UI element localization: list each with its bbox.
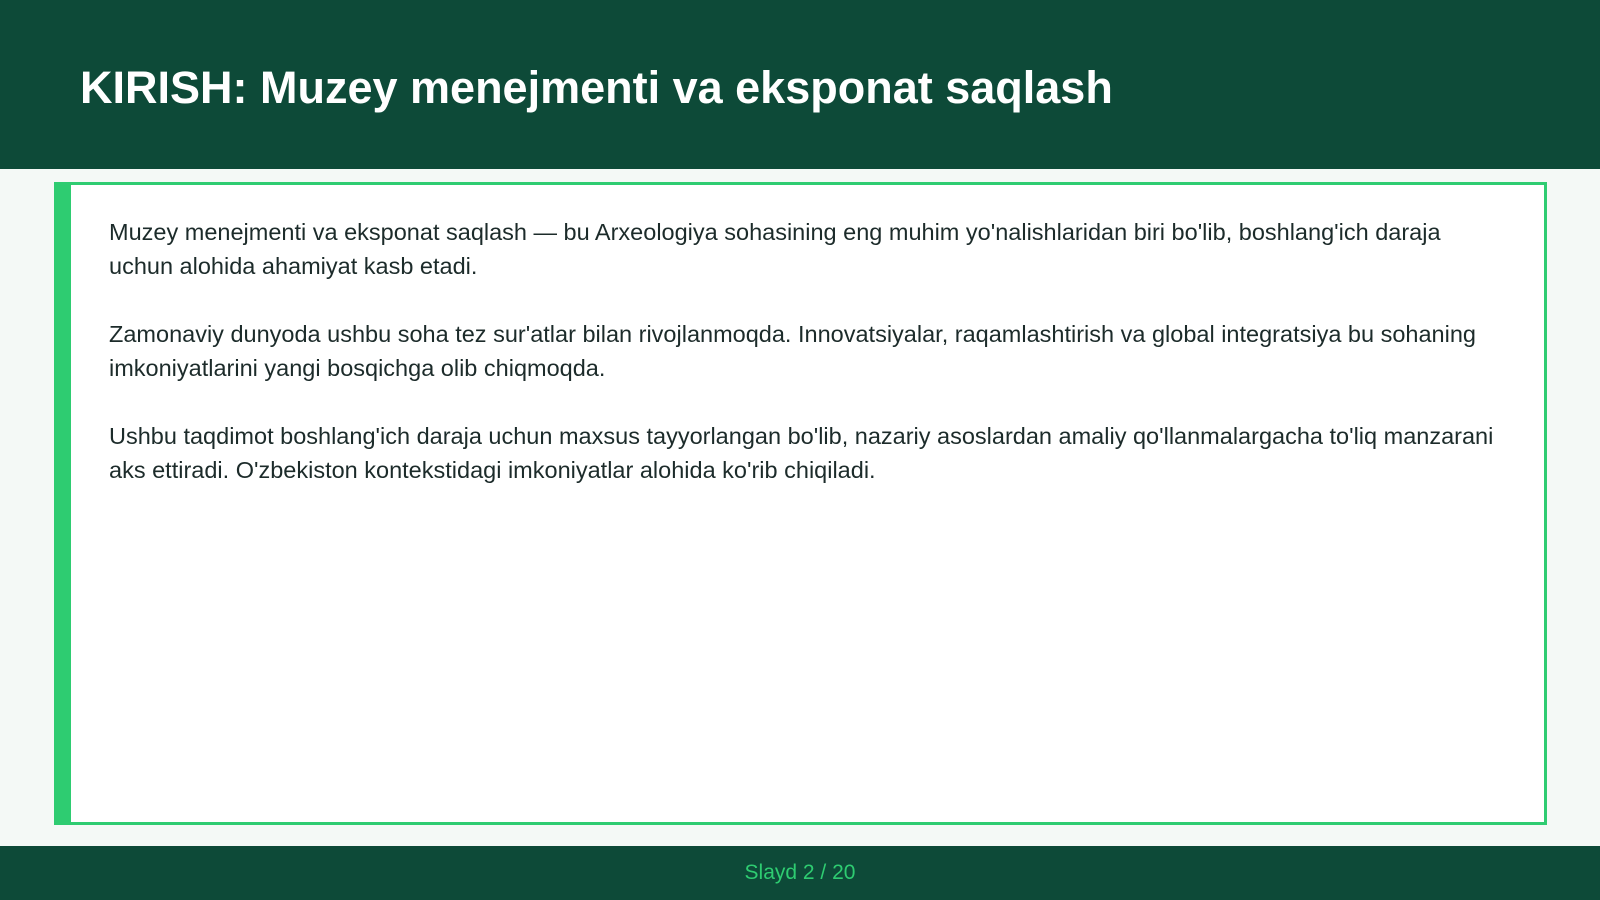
slide-title: KIRISH: Muzey menejmenti va eksponat saqlash — [80, 62, 1113, 113]
paragraph-3: Ushbu taqdimot boshlang'ich daraja uchun maxsus tayyorlangan bo'lib, nazariy asoslardan amaliy qo'llanmalargacha to'liq manzarani aks ettiradi. O'zbekiston kontekstidagi imkoniyatlar alohida ko'rib chiqiladi. — [109, 423, 1494, 483]
paragraph-2: Zamonaviy dunyoda ushbu soha tez sur'atlar bilan rivojlanmoqda. Innovatsiyalar, raqamlashtirish va global integratsiya bu sohaning imkoniyatlarini yangi bosqichga olib chiqmoqda. — [109, 321, 1476, 381]
slide-header — [0, 0, 1600, 169]
paragraph-1: Muzey menejmenti va eksponat saqlash — bu Arxeologiya sohasining eng muhim yo'nalishlaridan biri bo'lib, boshlang'ich daraja uchun alohida ahamiyat kasb etadi. — [109, 219, 1441, 279]
content-card — [54, 182, 1547, 825]
slide-footer — [0, 846, 1600, 900]
content-body — [109, 215, 1509, 521]
slide-number: Slayd 2 / 20 — [744, 861, 856, 884]
